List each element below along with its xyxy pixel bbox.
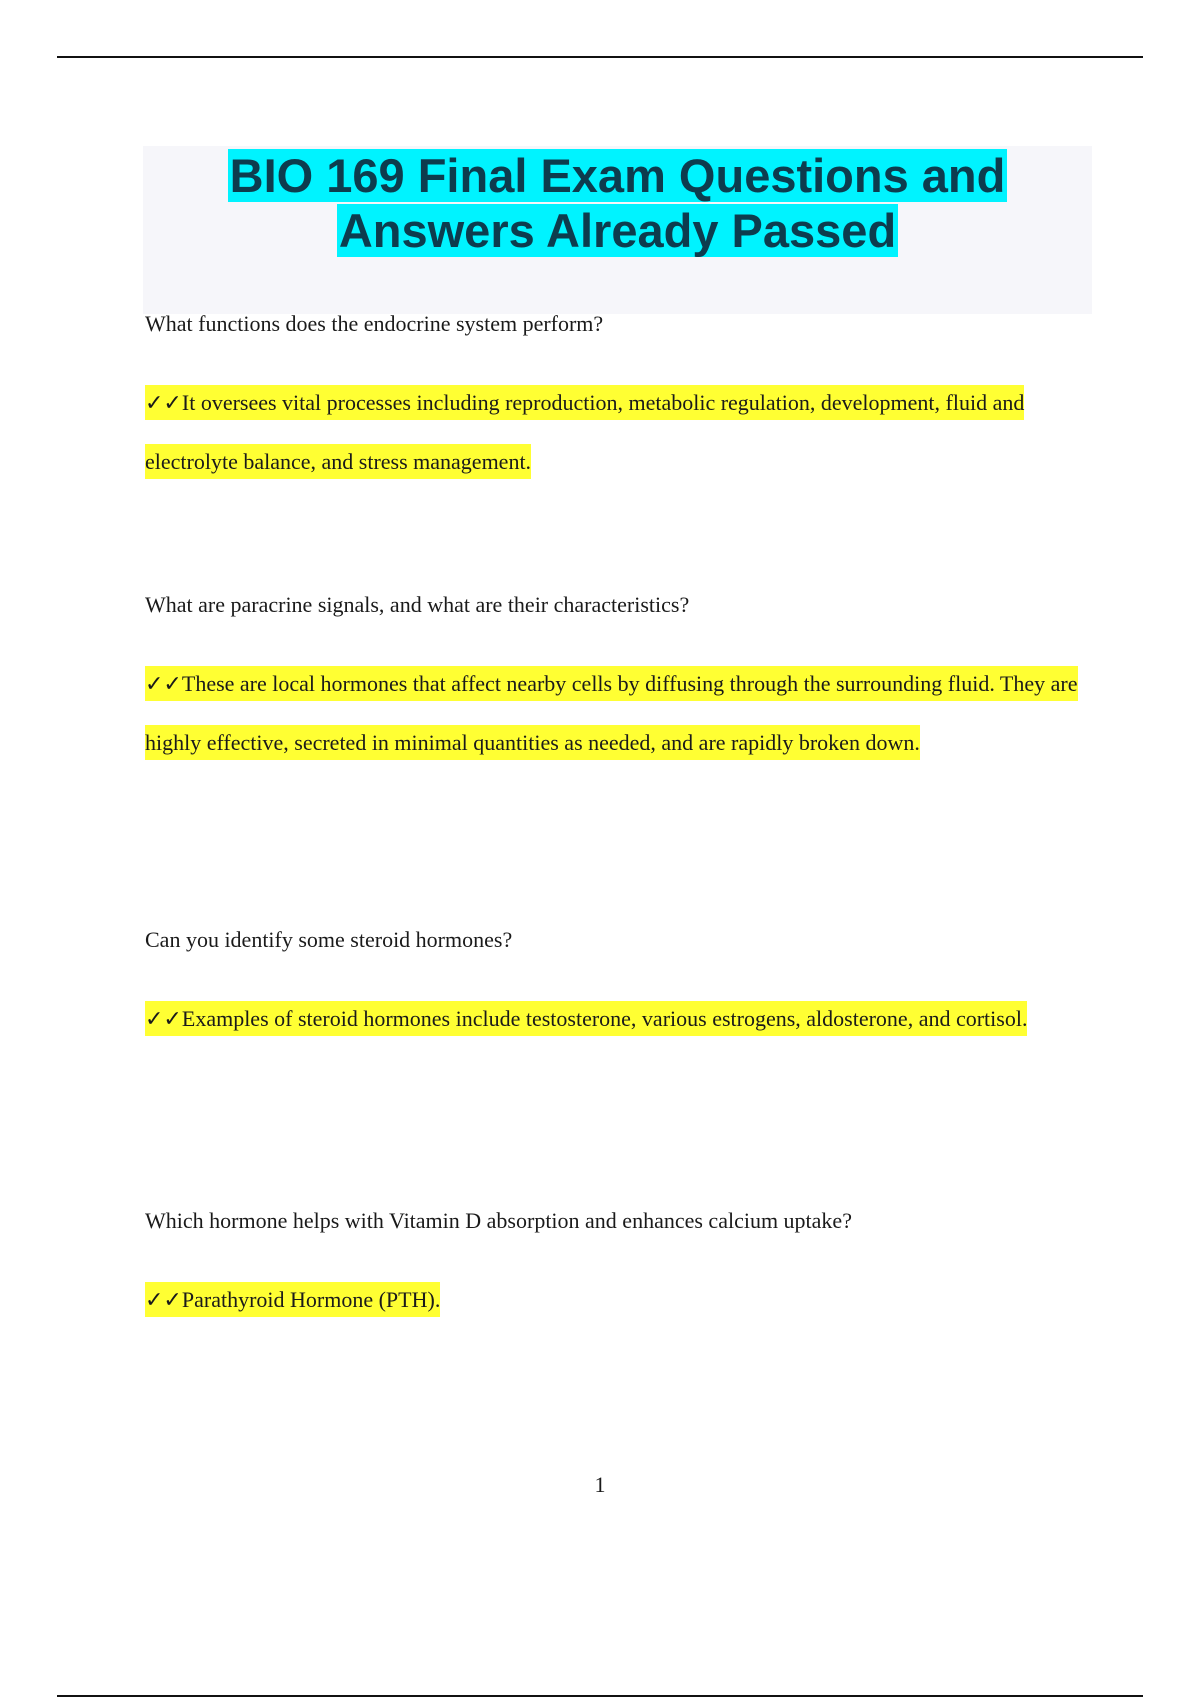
answer-4-text: Parathyroid Hormone (PTH). <box>181 1287 441 1312</box>
check-mark-icon: ✓✓ <box>145 1007 182 1032</box>
answer-1-text: It oversees vital processes including reproduction, metabolic regulation, development, fluid and electrolyte balance, and stress management. <box>145 390 1025 474</box>
answer-2 <box>145 655 1105 772</box>
answer-2-text: These are local hormones that affect nearby cells by diffusing through the surrounding fluid. They are highly effective, secreted in minimal quantities as needed, and are rapidly broken down. <box>145 671 1078 755</box>
qa-item-4 <box>145 1207 1105 1330</box>
title-line-2: Answers Already Passed <box>338 204 897 257</box>
qa-item-3 <box>145 926 1105 1049</box>
question-2: What are paracrine signals, and what are their characteristics? <box>145 592 690 617</box>
check-mark-icon: ✓✓ <box>145 1288 182 1313</box>
answer-3-text: Examples of steroid hormones include testosterone, various estrogens, aldosterone, and cortisol. <box>181 1006 1028 1031</box>
title-line-1: BIO 169 Final Exam Questions and <box>229 149 1006 202</box>
bottom-rule <box>57 1695 1143 1697</box>
check-mark-icon: ✓✓ <box>145 391 182 416</box>
check-mark-icon: ✓✓ <box>145 672 182 697</box>
answer-4 <box>145 1271 1105 1330</box>
answer-3 <box>145 990 1105 1049</box>
page-number: 1 <box>594 1472 606 1497</box>
qa-item-2 <box>145 591 1105 772</box>
document-title <box>143 146 1092 258</box>
qa-item-1 <box>145 310 1105 491</box>
title-box <box>143 146 1092 314</box>
top-rule <box>57 56 1143 58</box>
question-1: What functions does the endocrine system perform? <box>145 311 604 336</box>
question-4: Which hormone helps with Vitamin D absorption and enhances calcium uptake? <box>145 1208 852 1233</box>
question-3: Can you identify some steroid hormones? <box>145 927 513 952</box>
answer-1 <box>145 374 1105 491</box>
